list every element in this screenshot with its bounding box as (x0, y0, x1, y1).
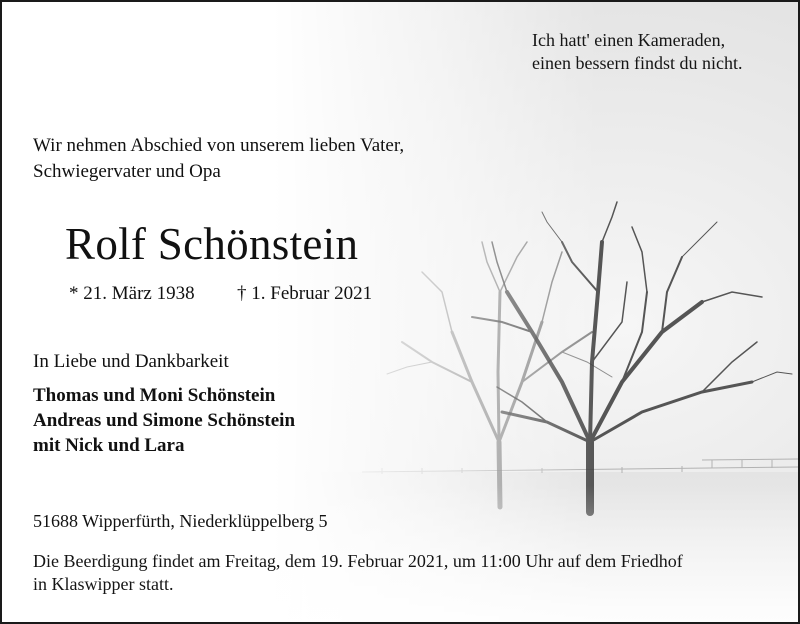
intro-line-2: Schwiegervater und Opa (33, 161, 221, 182)
mourner-name: Andreas und Simone Schönstein (33, 410, 296, 431)
funeral-line-2: in Klaswipper statt. (33, 574, 174, 594)
birth-date: * 21. März 1938 (69, 283, 195, 304)
intro-line-1: Wir nehmen Abschied von unserem lieben Vater, (33, 135, 405, 156)
funeral-line-1: Die Beerdigung findet am Freitag, dem 19. Februar 2021, um 11:00 Uhr auf dem Friedhof (33, 551, 683, 571)
mourner-name: mit Nick und Lara (33, 435, 185, 456)
funeral-info (33, 550, 683, 596)
mourning-address: 51688 Wipperfürth, Niederklüppelberg 5 (33, 511, 328, 531)
deceased-name: Rolf Schönstein (65, 219, 359, 269)
motto-line-1: Ich hatt' einen Kameraden, (532, 30, 726, 50)
mourners-intro: In Liebe und Dankbarkeit (33, 351, 229, 372)
mourner-name: Thomas und Moni Schönstein (33, 385, 276, 406)
motto-line-2: einen bessern findst du nicht. (532, 53, 743, 73)
farewell-intro (33, 133, 404, 185)
mourners-list (33, 383, 295, 458)
death-date: † 1. Februar 2021 (237, 283, 373, 304)
motto-quote (532, 29, 742, 75)
